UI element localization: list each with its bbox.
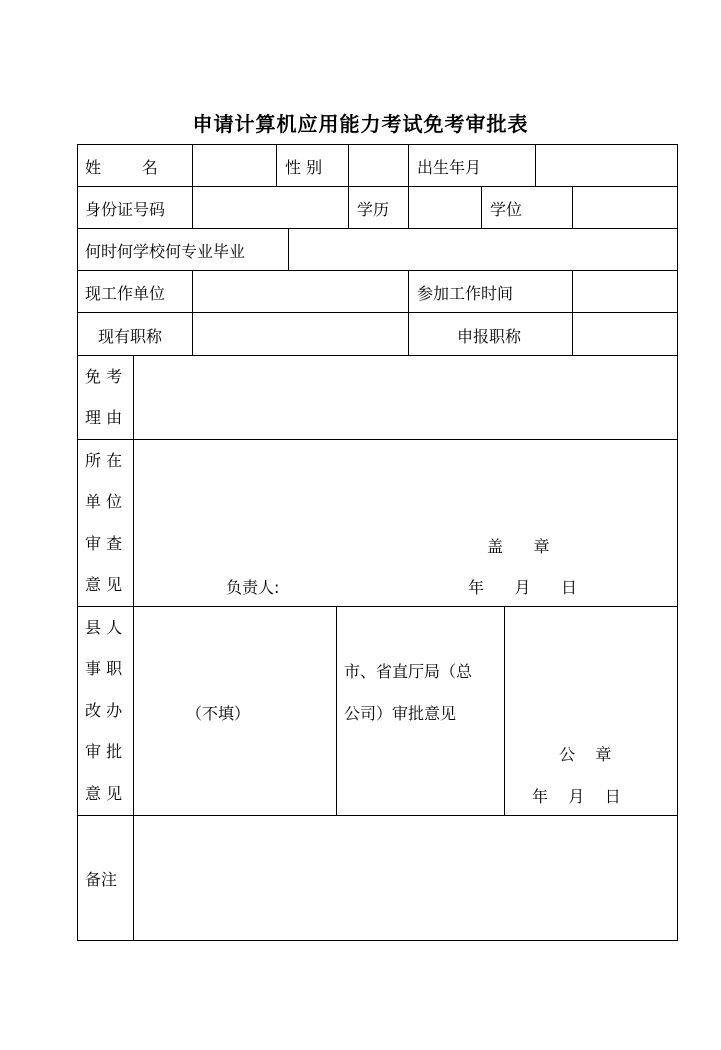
city-approval-label-line-1: 市、省直厅局（总 [344,662,473,681]
work-start-field[interactable] [572,270,678,313]
county-approval-field [133,606,337,816]
applied-title-label: 申报职称 [457,327,522,346]
remarks-field[interactable] [133,815,678,941]
city-seal-text: 公 章 [559,745,612,764]
county-label-line-3: 改 办 [85,701,123,720]
education-label: 学历 [357,200,390,219]
county-label-line-5: 意 见 [85,784,123,803]
id-number-field[interactable] [192,186,349,229]
county-label-line-4: 审 批 [85,742,123,761]
unit-review-label-line-4: 意 见 [85,575,123,594]
reason-label-line-1: 免 考 [85,367,123,386]
birth-label-cell [408,144,536,187]
unit-review-label-line-3: 审 查 [85,534,123,553]
graduation-field[interactable] [288,228,678,271]
degree-field[interactable] [572,186,678,229]
unit-review-label-line-2: 单 位 [85,492,123,511]
reason-field[interactable] [133,355,678,440]
applied-title-field[interactable] [572,312,678,356]
county-approval-label-cell [77,606,134,816]
birth-label: 出生年月 [417,158,482,177]
reason-label-line-2: 理 由 [85,408,123,427]
education-label-cell [348,186,409,229]
current-title-field[interactable] [192,312,409,356]
work-start-label: 参加工作时间 [417,284,514,303]
remarks-label: 备注 [85,870,118,889]
name-label-cell [77,144,193,187]
unit-review-field[interactable] [133,439,678,607]
unit-seal-text: 盖 章 [487,537,550,556]
unit-review-label-line-1: 所 在 [85,451,123,470]
education-field[interactable] [408,186,482,229]
unit-review-date: 年 月 日 [468,578,578,597]
applied-title-label-cell [408,312,573,356]
graduation-label: 何时何学校何专业毕业 [85,242,246,261]
city-approval-field[interactable] [504,606,678,816]
work-start-label-cell [408,270,573,313]
degree-label: 学位 [490,200,523,219]
responsible-person-label: 负责人: [226,578,280,597]
degree-label-cell [481,186,573,229]
birth-field[interactable] [535,144,678,187]
city-approval-label-cell [336,606,505,816]
current-title-label: 现有职称 [98,327,163,346]
city-approval-label-line-2: 公司）审批意见 [344,704,457,723]
form-title: 申请计算机应用能力考试免考审批表 [192,112,529,136]
gender-label-cell [276,144,349,187]
employer-label: 现工作单位 [85,284,166,303]
graduation-label-cell [77,228,289,271]
remarks-label-cell [77,815,134,941]
id-label: 身份证号码 [85,200,166,219]
city-approval-date: 年 月 日 [532,787,621,806]
name-label: 姓 名 [85,158,158,177]
employer-label-cell [77,270,193,313]
id-label-cell [77,186,193,229]
reason-label-cell [77,355,134,440]
county-label-line-1: 县 人 [85,618,123,637]
gender-label: 性 别 [285,158,323,177]
county-not-fill-note: （不填） [186,704,251,723]
county-label-line-2: 事 职 [85,659,123,678]
name-field[interactable] [192,144,277,187]
employer-field[interactable] [192,270,409,313]
current-title-label-cell [77,312,193,356]
unit-review-label-cell [77,439,134,607]
gender-field[interactable] [348,144,409,187]
